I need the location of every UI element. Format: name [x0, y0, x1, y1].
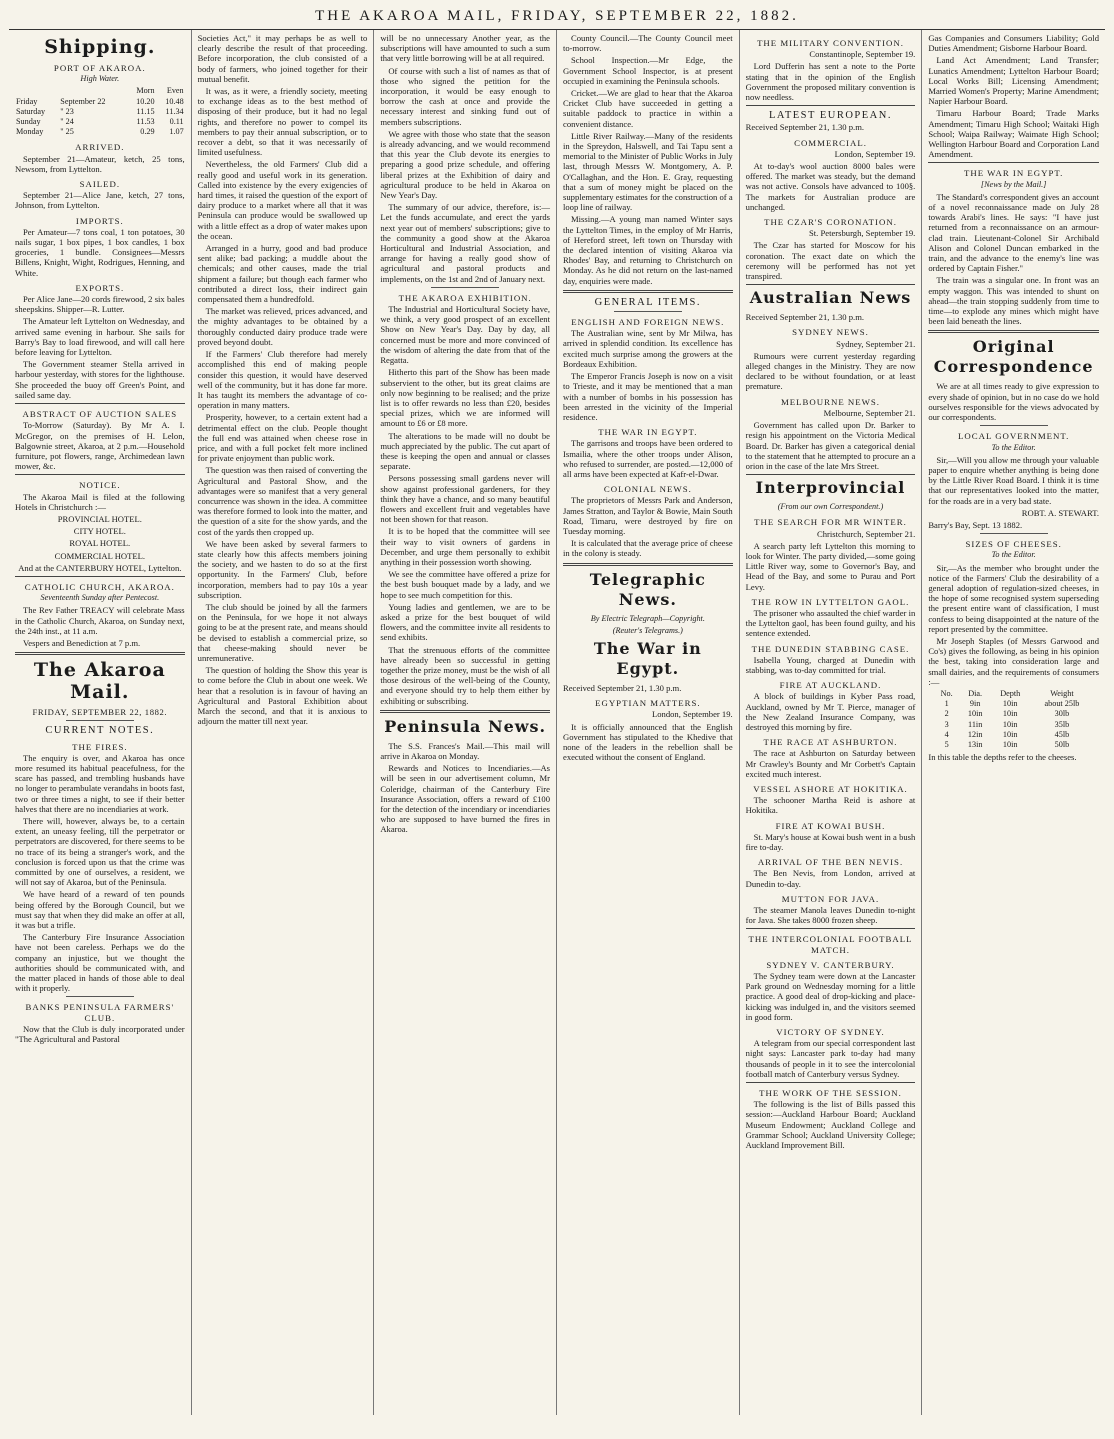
war-egypt-title: THE WAR IN EGYPT. — [964, 168, 1064, 179]
tide-label: High Water. — [80, 74, 120, 84]
port-heading: PORT OF AKAROA. — [53, 63, 146, 73]
divider — [15, 652, 185, 655]
dateline: Sydney, September 21. — [836, 338, 916, 349]
article-paragraph: The Canterbury Fire Insurance Association have not been careless. Perhaps we do the company an injustice, but we thought the authorities should be communicated with, and the matter placed in hands of those able to deal with it properly. — [15, 932, 185, 994]
church-sub: Seventeenth Sunday after Pentecost. — [40, 593, 160, 603]
table-row: 3 11in 10in 35lb — [944, 719, 1070, 729]
bill-list: Timaru Harbour Board; Trade Marks Amendment; Timaru High School; Waitaki High School; Waipa Railway; Waimate High School; Wellington Harbour Board and Corporation Land Amendment. — [928, 108, 1099, 160]
football-sub: SYDNEY V. CANTERBURY. — [766, 959, 895, 970]
news-item: The Ben Nevis, from London, arrived at Dunedin to-day. — [745, 868, 916, 889]
tide-head-row: Morn Even — [136, 86, 184, 96]
divider — [614, 311, 682, 312]
news-item: A search party left Lyttelton this morning to look for Winter. The party divided,—some going Little River way, some to Governor's Bay, and Head of the Bay, and some to Purau and Port Levy. — [745, 540, 916, 592]
received-line: Received September 21, 1.30 p.m. — [745, 122, 865, 133]
masthead: THE AKAROA MAIL, FRIDAY, SEPTEMBER 22, 1882. — [9, 6, 1105, 30]
news-item: Cricket.—We are glad to hear that the Akaroa Cricket Club have succeeded in getting a suitable paddock to practice in within a convenient distance. — [563, 88, 733, 129]
interprovincial-sub: (From our own Correspondent.) — [777, 502, 884, 512]
article-paragraph: The Industrial and Horticultural Society have, we think, a very good prospect of an excellent Show on New Year's Day. Day by day, all concerned must be more and more convinced of the wisdom of altering the date from that of the Regatta. — [380, 304, 550, 366]
egyptian-matters: EGYPTIAN MATTERS. — [595, 698, 701, 709]
ben-nevis-title: ARRIVAL OF THE BEN NEVIS. — [757, 857, 904, 868]
auction-title: ABSTRACT OF AUCTION SALES — [22, 409, 178, 420]
divider — [746, 105, 916, 106]
arrived-text: September 21—Amateur, ketch, 25 tons, Newsom, from Lyttelton. — [15, 153, 185, 174]
received-line: Received September 21, 1.30 p.m. — [563, 682, 682, 693]
article-paragraph: The summary of our advice, therefore, is:—Let the funds accumulate, and erect the yards next year out of members' subscriptions; give to the community a good show at the Akaroa Horticultural and Industrial Association, and arrange for having a really good show of agricultural and pastoral products and implements, on the 1st and 2nd of January next. — [380, 202, 550, 284]
table-row: 2 10in 10in 30lb — [944, 709, 1070, 719]
arrived-label: ARRIVED. — [75, 142, 125, 153]
divider — [431, 287, 499, 288]
church-title: CATHOLIC CHURCH, AKAROA. — [24, 581, 175, 592]
news-item: The following is the list of Bills passed this session:—Auckland Harbour Board; Auckland Museum Endowment; Auckland College and Grammar School; Auckland University College; Auckland Improvement Bill. — [745, 1099, 916, 1151]
fires-title: THE FIRES. — [72, 741, 128, 752]
divider — [563, 563, 733, 566]
hotel-item: ROYAL HOTEL. — [69, 538, 131, 549]
article-paragraph: The question of holding the Show this year is to come before the Club in about one week. We hear that a resolution is in favour of having an Agricultural and Pastoral Exhibition about March the second, and that it is anxious to adjourn the matter till next year. — [197, 665, 368, 727]
auction-text: To-Morrow (Saturday). By Mr A. I. McGregor, on the premises of H. Lelon, Balgownie street, Akaroa, at 2 p.m.—Household furniture, pot flowers, range, Archimedean lawn mower, &c. — [15, 420, 185, 472]
divider — [746, 474, 916, 475]
news-item: The proprietors of Messrs Park and Anderson, James Stratton, and Taylor & Bowie, Main South Road, Timaru, were destroyed by fire on Tuesday morning. — [563, 495, 733, 536]
church-text: The Rev Father TREACY will celebrate Mass in the Catholic Church, Akaroa, on Sunday next, the 24th inst., at 11 a.m. — [15, 605, 185, 636]
news-item: St. Mary's house at Kowai bush went in a bush fire to-day. — [745, 831, 916, 852]
news-item: The garrisons and troops have been ordered to Ismailia, where the other troops under Alison, who refused to surrender, are posted.—12,000 of all arms have been expected at Kafr-el-Dwar. — [563, 438, 733, 479]
war-egypt-sub: [News by the Mail.] — [980, 179, 1047, 189]
session-title: THE WORK OF THE SESSION. — [759, 1088, 902, 1099]
received-line: Received September 21, 1.30 p.m. — [745, 312, 865, 323]
row-title: THE ROW IN LYTTELTON GAOL. — [751, 596, 910, 607]
hotel-item: And at the CANTERBURY HOTEL, Lyttelton. — [18, 562, 182, 573]
football-title: THE INTERCOLONIAL FOOTBALL MATCH. — [748, 934, 913, 955]
latest-european-title: LATEST EUROPEAN. — [769, 110, 892, 122]
article-paragraph: We have been asked by several farmers to state clearly how this affects members joining the society, and we hasten to do so at the first opportunity. In the Farmers' Club, before incorporation, members had to pay 10s a year subscription. — [197, 538, 368, 600]
sydney-news-label: SYDNEY NEWS. — [792, 327, 869, 338]
sailed-text: September 21—Alice Jane, ketch, 27 tons, Johnson, from Lyttelton. — [15, 190, 185, 211]
letter-text: In this table the depths refer to the cheeses. — [928, 752, 1077, 763]
reuters-label: (Reuter's Telegrams.) — [612, 625, 683, 635]
exports-text: Per Alice Jane—20 cords firewood, 2 six bales sheepskins. Shipper—R. Lutter. — [15, 294, 185, 315]
column-1 — [9, 30, 192, 1415]
news-item: Lord Dufferin has sent a note to the Porte stating that in the opinion of the English Government the proposed military convention is now needless. — [745, 61, 916, 103]
news-item: The steamer Manola leaves Dunedin to-night for Java. She takes 8000 frozen sheep. — [745, 905, 916, 926]
exports-label: EXPORTS. — [75, 282, 125, 293]
australian-news-title: Australian News — [749, 288, 912, 308]
news-item: The Standard's correspondent gives an account of a novel reconnaissance made on July 28 towards Arabi's lines. He says: "I have just returned from a reconnaissance on an armour-clad train. Lieutenant-Colonel Sir Archibald Alison and Colonel Duncan embarked in the train, and the advance to the enemy's line was ordered by Captain Fisher." — [928, 191, 1099, 274]
divider — [746, 928, 916, 929]
to-editor: To the Editor. — [991, 442, 1036, 452]
table-row: 1 9in 10in about 25lb — [944, 699, 1080, 709]
article-paragraph: Arranged in a hurry, good and bad produce sent alike; bad packing; a muddle about the chemicals; and other causes, made the trial shipment a failure; but though each farmer who contributed a direct loss, their indirect gain compensated them a hundredfold. — [197, 243, 368, 305]
news-item: The Czar has started for Moscow for his coronation. The exact date on which the ceremony will be performed has not yet transpired. — [745, 240, 916, 282]
dateline: Melbourne, September 21. — [823, 407, 916, 418]
divider — [66, 720, 134, 721]
dateline: London, September 19. — [834, 148, 916, 159]
exhibition-title: THE AKAROA EXHIBITION. — [398, 292, 532, 303]
dateline: St. Petersburgh, September 19. — [809, 228, 916, 239]
tide-table — [15, 86, 185, 137]
news-item: Rewards and Notices to Incendiaries.—As will be seen in our advertisement column, Mr Coleridge, chairman of the Canterbury Fire Insurance Association, offers a reward of £100 for the detection of the incendiary or incendiaries who are supposed to have burned the fires in Akaroa. — [380, 763, 550, 835]
divider — [746, 1082, 916, 1083]
banks-title: BANKS PENINSULA FARMERS' CLUB. — [25, 1002, 175, 1023]
commercial-label: COMMERCIAL. — [794, 137, 867, 148]
article-paragraph: The question was then raised of converting the Agricultural and Pastoral Show, and the advantages were so manifest that a very general concurrence was shown in the idea. A committee was therefore formed to look into the matter, and the question of a site for the show yards, and the cost of the yards then cropped up. — [197, 465, 368, 537]
column-3 — [374, 30, 557, 1415]
paper-title: The Akaroa Mail. — [33, 659, 166, 704]
article-paragraph: will be no unnecessary Another year, as the subscriptions will have amounted to such a sum that very little borrowing will be at all required. — [380, 33, 550, 64]
paper-date: FRIDAY, SEPTEMBER 22, 1882. — [32, 707, 168, 718]
letter-text: Mr Joseph Staples (of Messrs Garwood and Co's) gives the following, as being in his opinion the best, taking into consideration large and small dairies, and the requirements of consumers :— — [928, 635, 1099, 687]
article-paragraph: It was, as it were, a friendly society, meeting to exchange ideas as to the best method of disposing of their produce, but it had no legal rights, and therefore no power to compel its members to pay their annual subscription, or to recover a debt, so that it was necessarily of limited usefulness. — [197, 86, 368, 158]
divider — [15, 403, 185, 404]
notice-text: The Akaroa Mail is filed at the following Hotels in Christchurch :— — [15, 491, 185, 512]
editorial-note: We are at all times ready to give expression to every shade of opinion, but in no case do we hold ourselves responsible for the views advocated by our correspondents. — [928, 381, 1099, 423]
letter-text: Sir,—Will you allow me through your valuable paper to enquire whether anything is being done by the Little River Road Board. I think it is time that our representatives looked into the matter, for the roads are in a very bad state. — [928, 454, 1099, 506]
tide-row: Sunday " 24 11.53 0.11 — [16, 117, 184, 127]
article-paragraph: The club should be joined by all the farmers on the Peninsula, for we hope it not always going to be at the present rate, and means should be devised to establish a commercial prize, so that cheese-making should never be unremunerative. — [197, 601, 368, 663]
shipping-news: The Government steamer Stella arrived in harbour yesterday, with stores for the lighthouse. She proceeded the buoy off Green's Point, and sailed same day. — [15, 359, 185, 400]
sailed-label: SAILED. — [79, 179, 121, 190]
divider — [980, 533, 1048, 534]
military-convention-title: THE MILITARY CONVENTION. — [757, 38, 904, 48]
tide-row: Friday September 22 10.20 10.48 — [16, 96, 184, 106]
news-item: The Emperor Francis Joseph is now on a visit to Trieste, and it may be mentioned that a man with a number of bombs in his possession has been arrested in the vicinity of the Imperial residence. — [563, 371, 733, 422]
article-paragraph: Nevertheless, the old Farmers' Club did a really good and useful work in its generation. Called into existence by the every exigencies of hard times, it raised the question of the export of dairy produce to a market where all that it was Peninsula can produce would be swallowed up with a little effect as a drop of water makes upon the ocean. — [197, 159, 368, 241]
news-item: The prisoner who assaulted the chief warder in the Lyttelton gaol, has been found guilty, and his sentence extended. — [745, 607, 916, 639]
news-item: A block of buildings in Kyber Pass road, Auckland, owned by Mr T. Pierce, manager of the New Zealand Insurance Company, was destroyed this morning by fire. — [745, 691, 916, 732]
article-paragraph: We agree with those who state that the season is already advancing, and we would recommend that this year the Club devote its energies to preparing a good prize schedule, and offering liberal prizes at the Exhibition of dairy and agricultural produce to be held in Akaroa on New Year's Day. — [380, 128, 550, 201]
original-correspondence-title: Original Correspondence — [933, 337, 1094, 377]
divider — [746, 284, 916, 285]
article-paragraph: We see the committee have offered a prize for the best bush bouquet made by a lady, and we hope to see much competition for this. — [380, 569, 550, 600]
news-item: Isabella Young, charged at Dunedin with stabbing, was to-day committed for trial. — [745, 654, 916, 675]
column-6 — [922, 30, 1105, 1415]
tide-row: Monday " 25 0.29 1.07 — [16, 127, 184, 137]
article-paragraph: That the strenuous efforts of the committee have already been so successful in getting together the prize money, must be the wish of all those desirous of the well-being of the County, and everyone should try to help them either by exhibiting or subscribing. — [380, 644, 550, 706]
news-item: The Sydney team were down at the Lancaster Park ground on Wednesday morning for a little practice. A good deal of drop-kicking and place-kicking was indulged in, and the visitors seemed in good form. — [745, 971, 916, 1022]
shipping-title: Shipping. — [44, 36, 156, 58]
news-item: The S.S. Frances's Mail.—This mail will arrive in Akaroa on Monday. — [380, 740, 550, 761]
divider — [928, 330, 1099, 333]
column-4 — [557, 30, 740, 1415]
letter-text: Sir,—As the member who brought under the notice of the Farmers' Club the desirability of a general adoption of regulation-sized cheeses, in the hope of some recognised system superseding the present entire want of classification, I must confess to being disappointed at the nature of the report presented by the committee. — [928, 562, 1099, 634]
article-paragraph: There will, however, always be, to a certain extent, an uneasy feeling, till the perpetrator or perpetrators are discovered, for there seems to be no trace of its being a stranger's work, and the conclusion is forced upon us that the crime was committed by one of ourselves, a resident, we will not say of Akaroa, but of the Peninsula. — [15, 815, 185, 888]
news-item: The train was a singular one. In front was an empty waggon. This was intended to shunt on ahead—the train stopping suddenly from time to time—to explode any mines which might have been laid beneath the lines. — [928, 275, 1099, 327]
news-item: The schooner Martha Reid is ashore at Hokitika. — [745, 795, 916, 816]
news-item: Government has called upon Dr. Barker to resign his appointment on the Victoria Medical Board. Dr. Barker has given a categorical denial to the statement that he attempted to procure an a orion in the case of the late Mrs Street. — [745, 420, 916, 471]
news-item: The Australian wine, sent by Mr Milwa, has arrived in splendid condition. Its excellence has excited much surprise among the growers at the Bordeaux Exhibition. — [563, 328, 733, 369]
article-paragraph: Persons possessing small gardens never will show against professional gardeners, for they think they have a chance, and so many beautiful flowers and excellent fruit and vegetables have not been shown for that reason. — [380, 473, 550, 525]
cheese-size-table — [933, 689, 1093, 750]
search-title: THE SEARCH FOR MR WINTER. — [754, 517, 907, 528]
church-text: Vespers and Benediction at 7 p.m. — [23, 637, 141, 648]
vessel-title: VESSEL ASHORE AT HOKITIKA. — [753, 783, 908, 794]
table-row: 4 12in 10in 45lb — [944, 729, 1070, 739]
local-government-title: LOCAL GOVERNMENT. — [958, 431, 1070, 442]
columns — [9, 30, 1105, 1415]
divider — [980, 425, 1048, 426]
current-notes-title: CURRENT NOTES. — [45, 725, 155, 737]
article-paragraph: The alterations to be made will no doubt be much appreciated by the public. The cut apart of these is keeping the open and annual or classes separate. — [380, 430, 550, 472]
article-paragraph: Prosperity, however, to a certain extent had a detrimental effect on the club. People thought the full end was attained when cheese rose in price, and with a full pocket felt more inclined for private enjoyment than public work. — [197, 412, 368, 464]
article-paragraph: Hitherto this part of the Show has been made subservient to the other, but its great claims are only now beginning to be realised; and the prize list is to offer rewards no less than £20, besides special prizes, which we are informed will amount to £6 or £8 more. — [380, 367, 550, 429]
divider — [928, 162, 1099, 163]
hotel-item: PROVINCIAL HOTEL. — [57, 513, 142, 524]
news-item: Little River Railway.—Many of the residents in the Spreydon, Halswell, and Tai Tapu sent a memorial to the Minister of Public Works in July last, through Messrs W. Montgomery, A. P. O'Callaghan, and the Hon. E. Gray, requesting that a sum of money might be placed on the supplementary estimates for the construction of a loop line of railway. — [563, 130, 733, 213]
interprovincial-title: Interprovincial — [755, 478, 906, 498]
hotel-item: CITY HOTEL. — [73, 526, 126, 537]
divider — [15, 474, 185, 475]
victory-title: VICTORY OF SYDNEY. — [776, 1027, 885, 1038]
article-paragraph: We have heard of a reward of ten pounds being offered by the Borough Council, but we must say that when they did make an offer at all, it was but a trifle. — [15, 889, 185, 931]
divider — [66, 996, 134, 997]
notice-title: NOTICE. — [79, 480, 121, 491]
news-item: Missing.—A young man named Winter says the Lyttelton Times, in the employ of Mr Harris, of Hereford street, left town on Thursday with the declared intention of visiting Akaroa via Rhodes' Bay, and returning to Christchurch on Monday. As he did not return on the last-named day, enquiries were made. — [563, 214, 733, 286]
to-editor: To the Editor. — [991, 550, 1036, 560]
tide-row: Saturday " 23 11.15 11.34 — [16, 106, 184, 116]
letter-place: Barry's Bay, Sept. 13 1882. — [928, 519, 1023, 530]
kowai-title: FIRE AT KOWAI BUSH. — [775, 820, 886, 831]
article-paragraph: Young ladies and gentlemen, we are to be asked a prize for the best bouquet of wild flowers, and the committee invite all residents to send exhibits. — [380, 601, 550, 643]
dateline: London, September 19. — [651, 709, 733, 720]
news-item: It is officially announced that the English Government has stipulated to the Khedive that none of the leaders in the rebellion shall be executed without the consent of England. — [563, 721, 733, 763]
czar-title: THE CZAR'S CORONATION. — [764, 217, 897, 228]
shipping-news: The Amateur left Lyttelton on Wednesday, and arrived same evening in harbour. She sails for Barry's Bay to load firewood, and will call here before leaving for Lyttelton. — [15, 316, 185, 358]
article-paragraph: The market was relieved, prices advanced, and the mighty advantages to be obtained by a thoroughly conducted dairy produce trade were proved beyond doubt. — [197, 306, 368, 347]
article-paragraph: It is to be hoped that the committee will see their way to visit owners of gardens in December, and urge them personally to exhibit anything in their possession worth showing. — [380, 526, 550, 567]
divider — [563, 290, 733, 293]
table-header-row: No. Dia. Depth Weight — [940, 688, 1074, 698]
divider — [15, 576, 185, 577]
dateline: Christchurch, September 21. — [816, 528, 916, 539]
sizes-title: SIZES OF CHEESES. — [965, 539, 1062, 550]
column-2 — [192, 30, 375, 1415]
newspaper-page — [9, 6, 1105, 1426]
news-item: Rumours were current yesterday regarding alleged changes in the Ministry. They are now declared to be without foundation, or at least premature. — [745, 350, 916, 392]
telegraph-sub: By Electric Telegraph—Copyright. — [590, 613, 705, 623]
hotel-item: COMMERCIAL HOTEL. — [54, 550, 146, 561]
divider — [380, 710, 550, 713]
peninsula-news-title: Peninsula News. — [384, 716, 547, 736]
news-item: The race at Ashburton on Saturday between Mr Crawley's Bounty and Mr Corbett's Captain excited much interest. — [745, 748, 916, 779]
news-item: At to-day's wool auction 8000 bales were offered. The market was steady, but the demand was not active. Consols have advanced to 100§. The markets for Australian produce are unchanged. — [745, 161, 916, 212]
bill-list: Land Act Amendment; Land Transfer; Lunatics Amendment; Lyttelton Harbour Board; Local Works Bill; Licensing Amendment; Married Women's Property; Marine Amendment; Napier Harbour Board. — [928, 55, 1099, 107]
news-item: School Inspection.—Mr Edge, the Government School Inspector, is at present occupied in examining the Peninsula schools. — [563, 55, 733, 86]
table-row: 5 13in 10in 50lb — [944, 739, 1070, 749]
news-item: It is calculated that the average price of cheese in the colony is steady. — [563, 538, 733, 559]
column-5 — [740, 30, 923, 1415]
imports-text: Per Amateur—7 tons coal, 1 ton potatoes, 30 nails sugar, 1 box pipes, 1 box candles, 1 box groceries, 1 bundle. Consignees—Messrs Billens, Knight, Wight, Rodrigues, Henning, and White. — [15, 226, 185, 278]
letter-signature: ROBT. A. STEWART. — [1021, 507, 1099, 518]
war-in-egypt-heading: The War in Egypt. — [593, 638, 702, 678]
melbourne-news-label: MELBOURNE NEWS. — [780, 396, 881, 407]
news-item: County Council.—The County Council meet to-morrow. — [563, 33, 733, 54]
telegraphic-news-title: Telegraphic News. — [589, 569, 706, 609]
general-items-title: GENERAL ITEMS. — [594, 296, 701, 308]
colonial-title: COLONIAL NEWS. — [603, 484, 692, 495]
egypt-title: THE WAR IN EGYPT. — [598, 427, 698, 438]
dunedin-title: THE DUNEDIN STABBING CASE. — [751, 643, 910, 654]
article-paragraph: Societies Act," it may perhaps be as well to clearly describe the result of that proceeding. Before incorporation, the club consisted of a body of farmers, who joined together for their mutual benefit. — [197, 33, 368, 84]
general-items-sub: ENGLISH AND FOREIGN NEWS. — [571, 317, 725, 328]
imports-label: IMPORTS. — [75, 215, 124, 226]
article-paragraph: Now that the Club is duly incorporated under "The Agricultural and Pastoral — [15, 1023, 185, 1045]
race-title: THE RACE AT ASHBURTON. — [763, 737, 898, 748]
article-paragraph: Of course with such a list of names as that of those who signed the petition for the incorporation, it would be easy enough to borrow the cash at once and provide the necessary interest and sinking fund out of members subscriptions. — [380, 65, 550, 127]
article-paragraph: If the Farmers' Club therefore had merely accomplished this end of making people consider this question, it would have deserved well of the community, but it has done far more. It has taught its members the advantage of co-operation in many matters. — [197, 349, 368, 411]
fire-auckland-title: FIRE AT AUCKLAND. — [779, 680, 882, 691]
dateline: Constantinople, September 19. — [809, 49, 916, 60]
news-item: A telegram from our special correspondent last night says: Lancaster park to-day had many thousands of people in it to see the intercolonial football match of Canterbury versus Sydney. — [745, 1038, 916, 1079]
bill-list: Gas Companies and Consumers Liability; Gold Duties Amendment; Gisborne Harbour Board. — [928, 33, 1099, 54]
article-paragraph: The enquiry is over, and Akaroa has once more resumed its habitual peacefulness, for the scare has passed, and trembling husbands have no longer to perambulate verandahs in boots fast, two or three times a night, to see if their better halves that there are no incendiaries at work. — [15, 752, 185, 814]
mutton-title: MUTTON FOR JAVA. — [781, 893, 880, 904]
